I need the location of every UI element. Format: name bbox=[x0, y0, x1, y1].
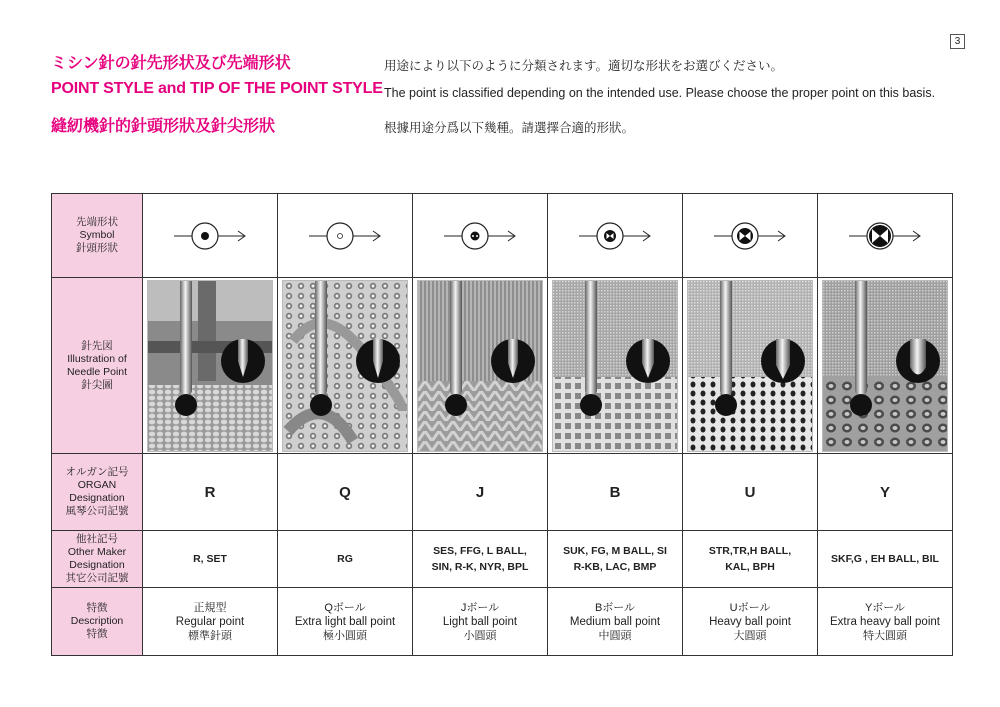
point-description: Qボール Extra light ball point 極小圓頭 bbox=[278, 588, 413, 656]
page-number: 3 bbox=[950, 34, 965, 49]
organ-designation-row bbox=[52, 454, 953, 531]
illustration-row bbox=[52, 278, 953, 454]
organ-designation: U bbox=[683, 454, 818, 531]
extra-heavy-ball-icon bbox=[845, 216, 925, 256]
description-row-header: 特徴 Description 特徴 bbox=[52, 588, 143, 656]
organ-designation: J bbox=[413, 454, 548, 531]
needle-point-illustration-y bbox=[822, 280, 948, 452]
needle-point-illustration-b bbox=[552, 280, 678, 452]
symbol-row-header: 先端形状 Symbol 針頭形狀 bbox=[52, 194, 143, 278]
extra-light-ball-icon bbox=[305, 216, 385, 256]
illustration-row-header: 針先図 Illustration of Needle Point 針尖圖 bbox=[52, 278, 143, 454]
organ-row-header: オルガン記号 ORGAN Designation 風琴公司記號 bbox=[52, 454, 143, 531]
medium-ball-icon bbox=[575, 216, 655, 256]
description-english: The point is classified depending on the intended use. Please choose the proper point on this basis. bbox=[384, 86, 936, 100]
other-maker-designation: R, SET bbox=[143, 531, 278, 588]
symbol-cell bbox=[683, 194, 818, 278]
other-maker-designation: SUK, FG, M BALL, SI R-KB, LAC, BMP bbox=[548, 531, 683, 588]
point-description: Bボール Medium ball point 中圓頭 bbox=[548, 588, 683, 656]
symbol-cell bbox=[143, 194, 278, 278]
point-description: Jボール Light ball point 小圓頭 bbox=[413, 588, 548, 656]
symbol-row bbox=[52, 194, 953, 278]
illustration-cell bbox=[683, 278, 818, 454]
illustration-cell bbox=[413, 278, 548, 454]
other-maker-designation: STR,TR,H BALL, KAL, BPH bbox=[683, 531, 818, 588]
organ-designation: R bbox=[143, 454, 278, 531]
heavy-ball-icon bbox=[710, 216, 790, 256]
organ-designation: Q bbox=[278, 454, 413, 531]
regular-point-icon bbox=[170, 216, 250, 256]
other-maker-designation: SKF,G , EH BALL, BIL bbox=[818, 531, 953, 588]
other-maker-row bbox=[52, 531, 953, 588]
organ-designation: Y bbox=[818, 454, 953, 531]
other-maker-row-header: 他社記号 Other Maker Designation 其它公司記號 bbox=[52, 531, 143, 588]
point-style-table bbox=[51, 193, 953, 656]
point-description: Yボール Extra heavy ball point 特大圓頭 bbox=[818, 588, 953, 656]
organ-designation: B bbox=[548, 454, 683, 531]
symbol-cell bbox=[278, 194, 413, 278]
point-description: Uボール Heavy ball point 大圓頭 bbox=[683, 588, 818, 656]
description-japanese: 用途により以下のように分類されます。適切な形状をお選びください。 bbox=[384, 59, 784, 73]
symbol-cell bbox=[413, 194, 548, 278]
illustration-cell bbox=[278, 278, 413, 454]
title-japanese: ミシン針の針先形状及び先端形状 bbox=[51, 55, 291, 72]
point-description: 正規型 Regular point 標準針頭 bbox=[143, 588, 278, 656]
illustration-cell bbox=[548, 278, 683, 454]
title-chinese: 縫紉機針的針頭形狀及針尖形狀 bbox=[51, 118, 276, 135]
needle-point-illustration-u bbox=[687, 280, 813, 452]
illustration-cell bbox=[818, 278, 953, 454]
other-maker-designation: SES, FFG, L BALL, SIN, R-K, NYR, BPL bbox=[413, 531, 548, 588]
title-english: POINT STYLE and TIP OF THE POINT STYLE bbox=[51, 80, 383, 97]
symbol-cell bbox=[548, 194, 683, 278]
light-ball-icon bbox=[440, 216, 520, 256]
needle-point-illustration-q bbox=[282, 280, 408, 452]
needle-point-illustration-j bbox=[417, 280, 543, 452]
illustration-cell bbox=[143, 278, 278, 454]
symbol-cell bbox=[818, 194, 953, 278]
description-row bbox=[52, 588, 953, 656]
other-maker-designation: RG bbox=[278, 531, 413, 588]
description-chinese: 根據用途分爲以下幾種。請選擇合適的形狀。 bbox=[384, 121, 635, 135]
needle-point-illustration-r bbox=[147, 280, 273, 452]
